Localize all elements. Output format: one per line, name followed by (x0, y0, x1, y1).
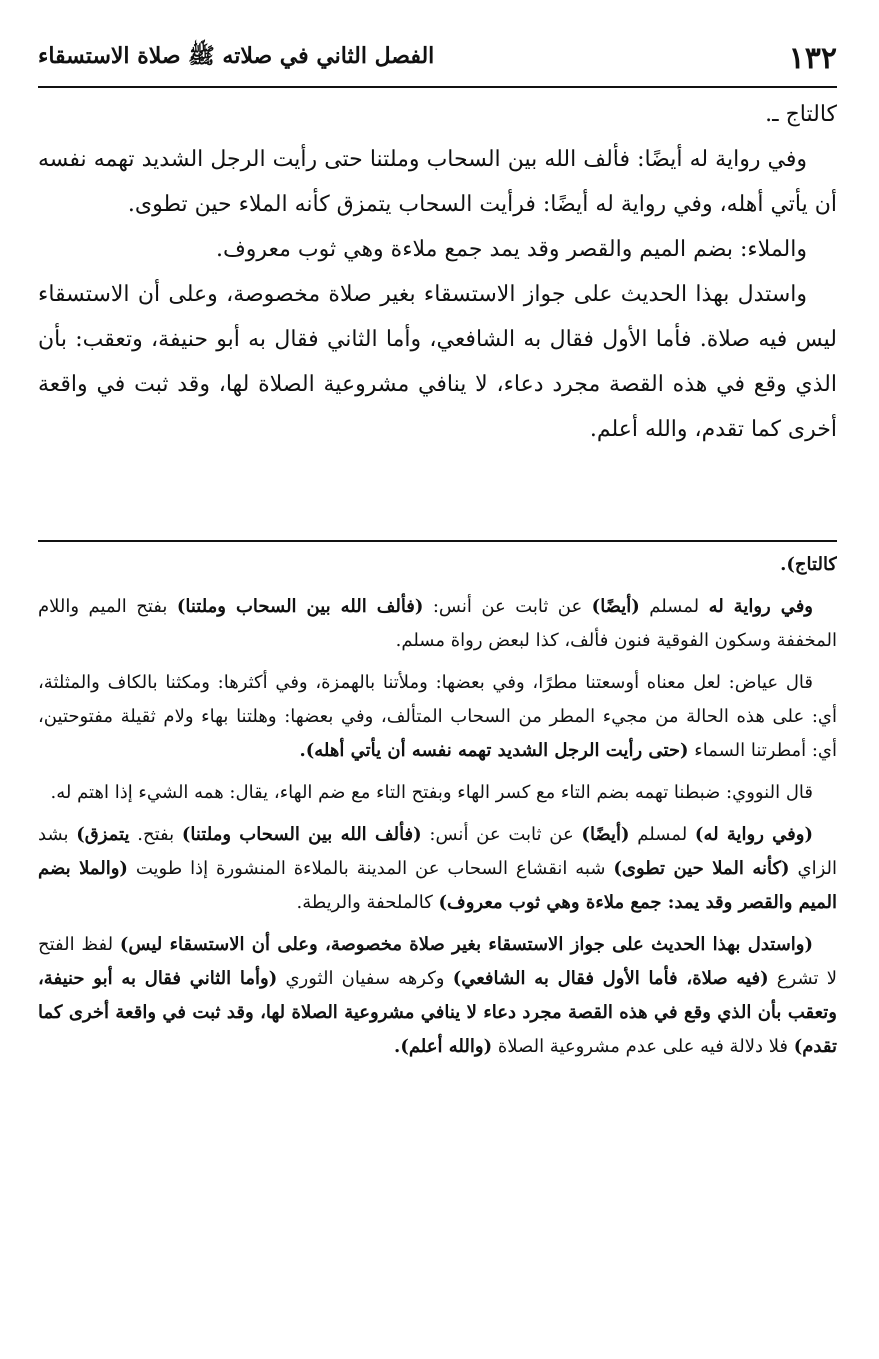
commentary-paragraph-1: كالتاج). (780, 554, 837, 575)
page-header (38, 30, 837, 88)
commentary-text-run: فلا دلالة فيه على عدم مشروعية الصلاة (492, 1036, 794, 1057)
commentary-text-run: بفتح. (129, 824, 182, 845)
commentary-text-run: عن ثابت عن أنس: (423, 596, 592, 617)
quoted-phrase: (فألف الله بين السحاب وملتنا) (181, 824, 422, 845)
quoted-phrase: (وأما الثاني فقال به أبو حنيفة، وتعقب بأن الذي وقع في هذه القصة مجرد دعاء لا ينافي مشروعية الصلاة لها، وقد ثبت في واقعة أخرى كما تقدم) (38, 968, 837, 1057)
commentary-text-run: شبه انقشاع السحاب عن المدينة بالملاءة المنشورة إذا طويت (127, 858, 614, 879)
quoted-phrase: (والله أعلم). (394, 1036, 493, 1057)
commentary-text (38, 548, 837, 1338)
running-title: الفصل الثاني في صلاته ﷺ صلاة الاستسقاء (38, 43, 435, 69)
quoted-phrase: (فألف الله بين السحاب وملتنا) (176, 596, 424, 617)
commentary-paragraph-6 (38, 928, 837, 1064)
commentary-text-run: وكرهه سفيان الثوري (277, 968, 453, 989)
quoted-phrase: (كأنه الملا حين تطوى) (613, 858, 790, 879)
quoted-phrase: وفي رواية له (708, 596, 813, 617)
commentary-text-run: لمسلم (629, 824, 695, 845)
quoted-phrase: (أيضًا) (591, 596, 640, 617)
commentary-paragraph-3 (38, 666, 837, 768)
quoted-phrase: (والملا بضم الميم والقصر وقد يمد: جمع ملاءة وهي ثوب معروف) (38, 858, 837, 913)
main-text (38, 92, 837, 532)
commentary-text-run: بفتح الميم واللام المخففة وسكون الفوقية فنون فألف، كذا لبعض رواة مسلم. (38, 596, 837, 651)
commentary-paragraph-4: قال النووي: ضبطنا تهمه بضم التاء مع كسر الهاء وبفتح التاء مع ضم الهاء، يقال: همه الشيء إذا اهتم له. (50, 782, 813, 803)
main-paragraph-1: كالتاج ـ. (765, 102, 837, 127)
commentary-text-run: عن ثابت عن أنس: (421, 824, 582, 845)
footnote-divider (38, 540, 837, 542)
quoted-phrase: (فيه صلاة، فأما الأول فقال به الشافعي) (452, 968, 769, 989)
commentary-text-run: بشد الزاي (38, 824, 837, 879)
commentary-paragraph-2 (38, 590, 837, 658)
commentary-text-run: لفظ الفتح لا تشرع (38, 934, 837, 989)
main-paragraph-3: والملاء: بضم الميم والقصر وقد يمد جمع ملاءة وهي ثوب معروف. (215, 237, 807, 262)
commentary-text-run: لمسلم (639, 596, 709, 617)
commentary-text-run: قال عياض: لعل معناه أوسعتنا مطرًا، وفي بعضها: وملأتنا بالهمزة، وفي أكثرها: ومكثنا بالكاف والمثلثة، أي: على هذه الحالة من مجيء المطر من السحاب المتألف، وفي بعضها: وهلتنا بهاء ولام ثقيلة مفتوحتين، أي: أمطرتنا السماء (38, 672, 837, 761)
quoted-phrase: (أيضًا) (581, 824, 630, 845)
quoted-phrase: يتمزق) (76, 824, 130, 845)
commentary-paragraph-5 (38, 818, 837, 920)
quoted-phrase: (وفي رواية له) (694, 824, 813, 845)
commentary-text-run: كالملحفة والريطة. (296, 892, 439, 913)
quoted-phrase: (واستدل بهذا الحديث على جواز الاستسقاء بغير صلاة مخصوصة، وعلى أن الاستسقاء ليس) (119, 934, 813, 955)
main-paragraph-2: وفي رواية له أيضًا: فألف الله بين السحاب وملتنا حتى رأيت الرجل الشديد تهمه نفسه أن يأتي أهله، وفي رواية له أيضًا: فرأيت السحاب يتمزق كأنه الملاء حين تطوى. (38, 147, 837, 217)
page-number: ١٣٢ (788, 40, 837, 76)
main-paragraph-4: واستدل بهذا الحديث على جواز الاستسقاء بغير صلاة مخصوصة، وعلى أن الاستسقاء ليس فيه صلاة. فأما الأول فقال به الشافعي، وأما الثاني فقال به أبو حنيفة، وتعقب: بأن الذي وقع في هذه القصة مجرد دعاء، لا ينافي مشروعية الصلاة لها، وقد ثبت في واقعة أخرى كما تقدم، والله أعلم. (38, 282, 837, 442)
quoted-phrase: (حتى رأيت الرجل الشديد تهمه نفسه أن يأتي أهله). (299, 740, 689, 761)
